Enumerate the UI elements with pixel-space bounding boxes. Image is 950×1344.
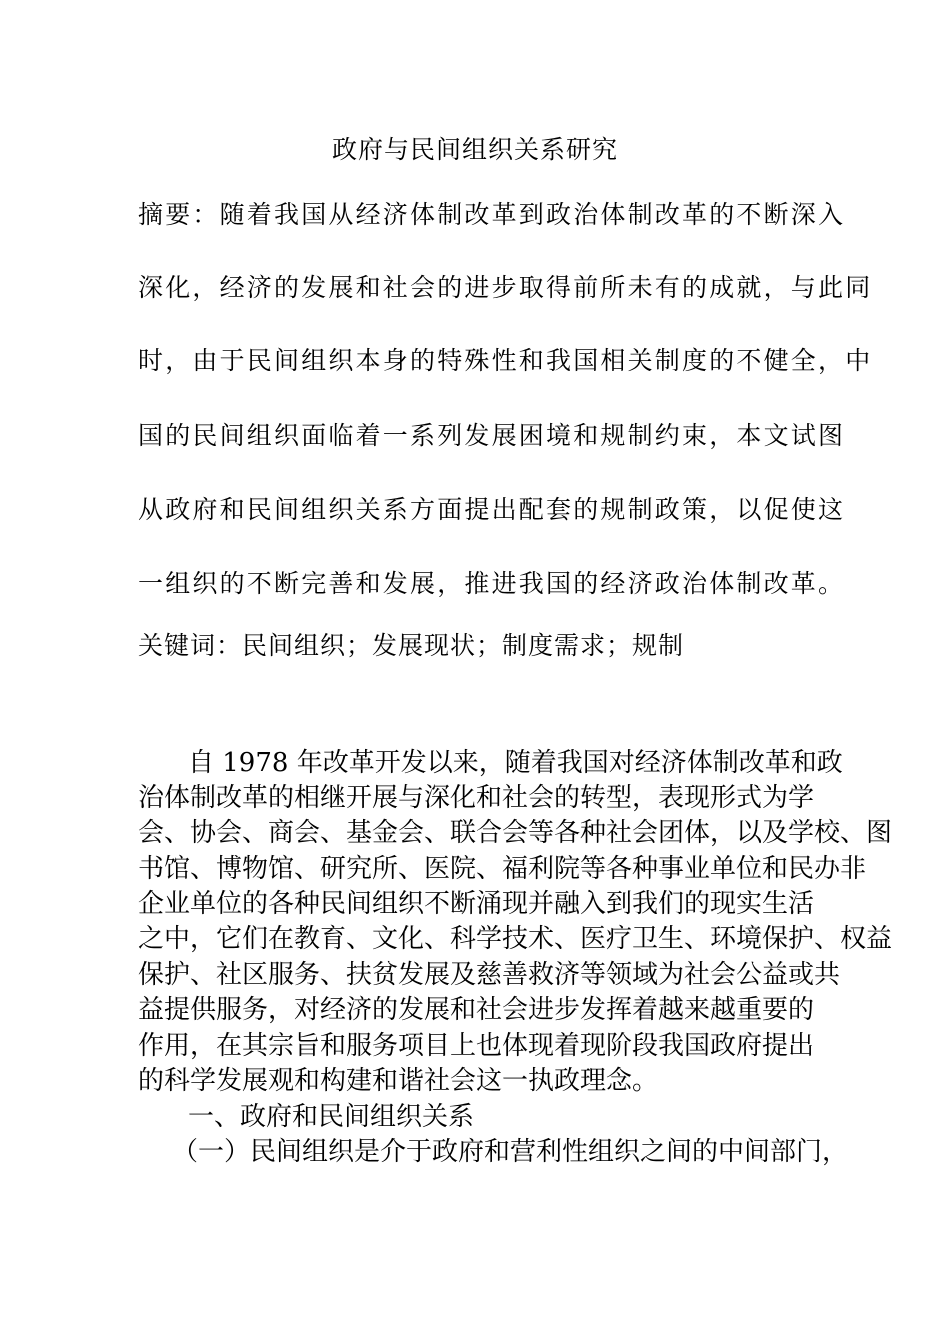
abstract-line: 国的民间组织面临着一系列发展困境和规制约束，本文试图 bbox=[138, 421, 846, 450]
abstract-line: 时，由于民间组织本身的特殊性和我国相关制度的不健全，中 bbox=[138, 346, 873, 375]
body-line: 自 1978 年改革开发以来，随着我国对经济体制改革和政 bbox=[188, 748, 843, 778]
subsection-line: （一）民间组织是介于政府和营利性组织之间的中间部门， bbox=[172, 1137, 849, 1167]
abstract-line: 一组织的不断完善和发展，推进我国的经济政治体制改革。 bbox=[138, 569, 846, 598]
section-heading: 一、政府和民间组织关系 bbox=[188, 1102, 475, 1132]
body-line: 企业单位的各种民间组织不断涌现并融入到我们的现实生活 bbox=[138, 889, 815, 919]
body-line: 之中，它们在教育、文化、科学技术、医疗卫生、环境保护、权益 bbox=[138, 924, 893, 954]
body-line: 作用，在其宗旨和服务项目上也体现着现阶段我国政府提出 bbox=[138, 1031, 815, 1061]
abstract-line: 从政府和民间组织关系方面提出配套的规制政策，以促使这 bbox=[138, 495, 846, 524]
body-line: 益提供服务，对经济的发展和社会进步发挥着越来越重要的 bbox=[138, 995, 815, 1025]
body-line: 保护、社区服务、扶贫发展及慈善救济等领域为社会公益或共 bbox=[138, 960, 841, 990]
body-line: 会、协会、商会、基金会、联合会等各种社会团体，以及学校、图 bbox=[138, 818, 893, 848]
body-line: 治体制改革的相继开展与深化和社会的转型，表现形式为学 bbox=[138, 783, 815, 813]
body-line: 的科学发展观和构建和谐社会这一执政理念。 bbox=[138, 1066, 659, 1096]
abstract-line: 深化，经济的发展和社会的进步取得前所未有的成就，与此同 bbox=[138, 273, 873, 302]
keywords: 关键词：民间组织；发展现状；制度需求；规制 bbox=[138, 631, 685, 660]
abstract-line: 摘要：随着我国从经济体制改革到政治体制改革的不断深入 bbox=[138, 200, 846, 229]
body-line: 书馆、博物馆、研究所、医院、福利院等各种事业单位和民办非 bbox=[138, 854, 867, 884]
document-title: 政府与民间组织关系研究 bbox=[331, 135, 618, 164]
